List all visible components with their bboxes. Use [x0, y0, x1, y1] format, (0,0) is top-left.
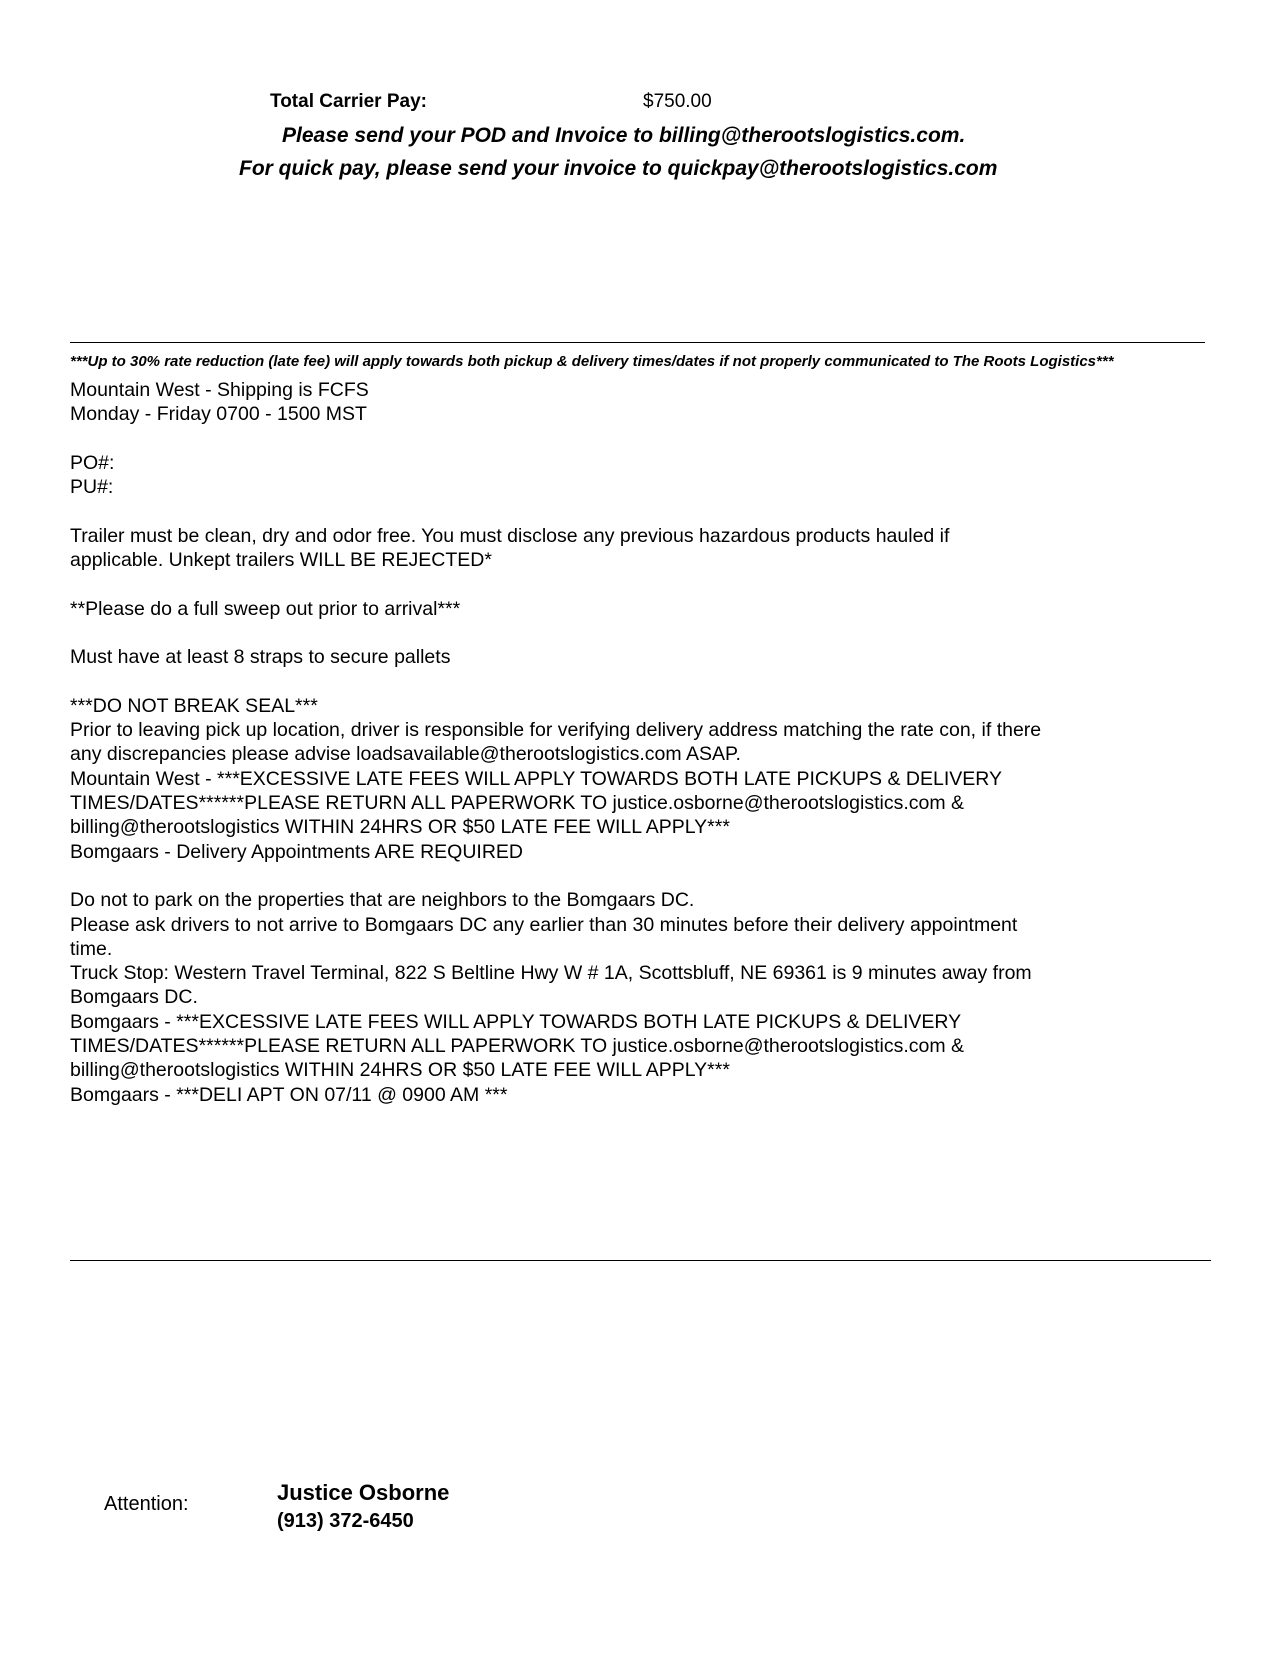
instruction-line	[70, 427, 1210, 451]
instruction-line: TIMES/DATES******PLEASE RETURN ALL PAPERWORK TO justice.osborne@therootslogistics.com &	[70, 1035, 965, 1058]
instruction-line	[70, 864, 1210, 888]
divider-top	[70, 342, 1205, 343]
instruction-line: Monday - Friday 0700 - 1500 MST	[70, 403, 367, 426]
instruction-line: Mountain West - Shipping is FCFS	[70, 379, 369, 401]
instruction-line	[70, 670, 1210, 694]
attention-phone: (913) 372-6450	[277, 1510, 414, 1532]
instruction-line: Mountain West - ***EXCESSIVE LATE FEES WILL APPLY TOWARDS BOTH LATE PICKUPS & DELIVERY	[70, 767, 1002, 790]
instruction-line	[70, 621, 1210, 645]
instruction-line: PO#:	[70, 451, 115, 474]
instruction-line: Must have at least 8 straps to secure pallets	[70, 646, 451, 669]
instruction-line: ***DO NOT BREAK SEAL***	[70, 694, 318, 717]
instruction-line: billing@therootslogistics WITHIN 24HRS OR $50 LATE FEE WILL APPLY***	[70, 1059, 730, 1082]
instruction-line: Bomgaars - ***EXCESSIVE LATE FEES WILL APPLY TOWARDS BOTH LATE PICKUPS & DELIVERY	[70, 1010, 962, 1033]
instruction-line: applicable. Unkept trailers WILL BE REJECTED*	[70, 549, 492, 572]
instruction-line: PU#:	[70, 476, 114, 499]
attention-label: Attention:	[104, 1493, 189, 1515]
instruction-line: Trailer must be clean, dry and odor free. You must disclose any previous hazardous products hauled if	[70, 524, 950, 547]
instruction-line	[70, 572, 1210, 596]
billing-notice-line-2: For quick pay, please send your invoice to quickpay@therootslogistics.com	[239, 157, 998, 180]
instruction-line: time.	[70, 937, 113, 960]
attention-name: Justice Osborne	[277, 1480, 450, 1505]
instruction-line: Prior to leaving pick up location, driver is responsible for verifying delivery address matching the rate con, if there	[70, 719, 1042, 742]
instruction-line: Bomgaars - ***DELI APT ON 07/11 @ 0900 AM ***	[70, 1083, 508, 1106]
billing-notice-line-1: Please send your POD and Invoice to billing@therootslogistics.com.	[282, 124, 966, 147]
instruction-line: Truck Stop: Western Travel Terminal, 822 S Beltline Hwy W # 1A, Scottsbluff, NE 69361 is 9 minutes away from	[70, 962, 1032, 985]
total-carrier-pay-label: Total Carrier Pay:	[270, 91, 427, 112]
instruction-line: Please ask drivers to not arrive to Bomgaars DC any earlier than 30 minutes before their delivery appointment	[70, 913, 1018, 936]
instruction-line: Do not to park on the properties that are neighbors to the Bomgaars DC.	[70, 889, 695, 912]
divider-bottom	[70, 1260, 1211, 1261]
load-instructions	[70, 378, 1210, 1107]
instruction-line: any discrepancies please advise loadsavailable@therootslogistics.com ASAP.	[70, 743, 741, 766]
late-fee-notice: ***Up to 30% rate reduction (late fee) will apply towards both pickup & delivery times/dates if not properly communicated to The Roots Logistics***	[70, 353, 1114, 370]
instruction-line: Bomgaars - Delivery Appointments ARE REQUIRED	[70, 840, 523, 863]
total-carrier-pay-value: $750.00	[643, 91, 712, 112]
instruction-line	[70, 499, 1210, 523]
instruction-line: billing@therootslogistics WITHIN 24HRS OR $50 LATE FEE WILL APPLY***	[70, 816, 730, 839]
instruction-line: **Please do a full sweep out prior to arrival***	[70, 597, 461, 620]
instruction-line: Bomgaars DC.	[70, 986, 198, 1009]
instruction-line: TIMES/DATES******PLEASE RETURN ALL PAPERWORK TO justice.osborne@therootslogistics.com &	[70, 792, 965, 815]
